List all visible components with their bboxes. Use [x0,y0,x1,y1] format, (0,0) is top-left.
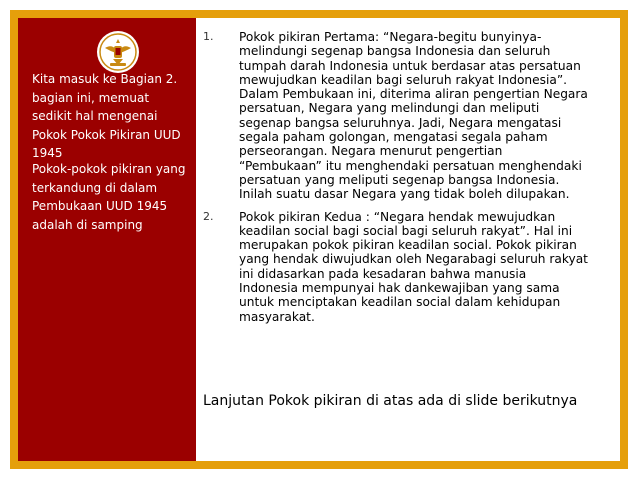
garuda-emblem-icon [96,30,140,74]
sidebar-description-text: Pokok-pokok pikiran yang terkandung di dalam Pembukaan UUD 1945 adalah di samping [32,162,186,232]
sidebar-intro-text: Kita masuk ke Bagian 2. bagian ini, memuat sedikit hal mengenai Pokok Pokok Pikiran UUD 1945 [32,72,181,160]
list-item-text: Pokok pikiran Kedua : “Negara hendak mewujudkan keadilan social bagi social bagi seluruh rakyat”. Hal ini merupakan pokok pikiran keadilan social. Pokok pikiran yang hendak diwujudkan oleh Negarabagi seluruh rakyat ini didasarkan pada kesadaran bahwa manusia Indonesia mempunyai hak dankewajiban yang sama untuk menciptakan keadilan social dalam kehidupan masyarakat. [239,209,588,324]
sidebar-panel [18,18,196,461]
list-item-text: Pokok pikiran Pertama: “Negara-begitu bunyinya- melindungi segenap bangsa Indonesia dan seluruh tumpah darah Indonesia untuk berdasar atas persatuan mewujudkan keadilan bagi seluruh rakyat Indonesia”. Dalam Pembukaan ini, diterima aliran pengertian Negara persatuan, Negara yang melindungi dan meliputi segenap bangsa seluruhnya. Jadi, Negara mengatasi segala paham golongan, mengatasi segala paham perseorangan. Negara menurut pengertian “Pembukaan” itu menghendaki persatuan menghendaki persatuan yang meliputi segenap bangsa Indonesia. Inilah suatu dasar Negara yang tidak boleh dilupakan. [239,30,588,202]
list-item [203,30,588,202]
list-item [203,210,588,324]
list-item-number: 2. [203,209,214,223]
continuation-note: Lanjutan Pokok pikiran di atas ada di slide berikutnya [203,393,578,409]
main-content [203,30,588,324]
list-item-number: 1. [203,30,214,43]
